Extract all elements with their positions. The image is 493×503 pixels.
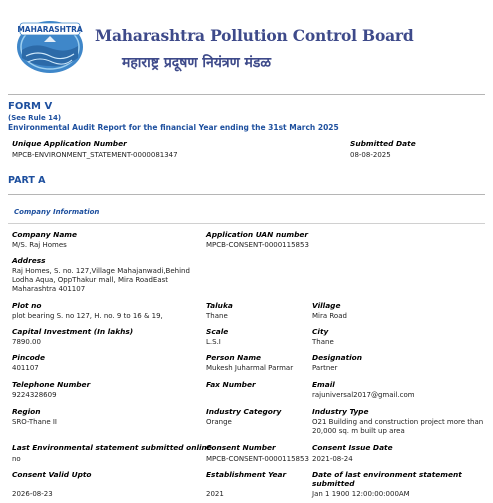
capital-investment-label: Capital Investment (In lakhs) bbox=[12, 327, 134, 336]
uan-label: Application UAN number bbox=[206, 230, 309, 239]
form-title: FORM V bbox=[8, 101, 53, 112]
last-env-statement-label: Last Environmental statement submitted online bbox=[12, 443, 212, 452]
pincode-value: 401107 bbox=[12, 364, 39, 372]
industry-type-value: O21 Building and construction project more than 20,000 sq. m built up area bbox=[312, 418, 484, 435]
capital-investment-value: 7890.00 bbox=[12, 338, 41, 346]
industry-category-label: Industry Category bbox=[206, 407, 282, 416]
email-value: rajuniversal2017@gmail.com bbox=[312, 391, 415, 399]
establishment-year-value: 2021 bbox=[206, 490, 224, 498]
taluka-value: Thane bbox=[206, 312, 228, 320]
consent-number-value: MPCB-CONSENT-0000115853 bbox=[206, 455, 309, 463]
part-divider bbox=[8, 194, 485, 195]
person-name-label: Person Name bbox=[206, 353, 262, 362]
consent-issue-date-label: Consent Issue Date bbox=[312, 443, 393, 452]
fax-label: Fax Number bbox=[206, 380, 256, 389]
industry-type-label: Industry Type bbox=[312, 407, 369, 416]
application-number-label: Unique Application Number bbox=[12, 139, 127, 148]
telephone-label: Telephone Number bbox=[12, 380, 91, 389]
company-name-label: Company Name bbox=[12, 230, 78, 239]
mpcb-logo bbox=[14, 12, 86, 76]
region-value: SRO-Thane II bbox=[12, 418, 57, 426]
designation-label: Designation bbox=[312, 353, 363, 362]
submitted-date-value: 08-08-2025 bbox=[350, 151, 391, 159]
pincode-label: Pincode bbox=[12, 353, 45, 362]
village-label: Village bbox=[312, 301, 341, 310]
consent-valid-upto-value: 2026-08-23 bbox=[12, 490, 53, 498]
company-name-value: M/S. Raj Homes bbox=[12, 241, 67, 249]
village-value: Mira Road bbox=[312, 312, 347, 320]
telephone-value: 9224328609 bbox=[12, 391, 57, 399]
page-header bbox=[0, 0, 493, 92]
part-title: PART A bbox=[8, 175, 46, 186]
consent-issue-date-value: 2021-08-24 bbox=[312, 455, 353, 463]
plot-label: Plot no bbox=[12, 301, 42, 310]
header-divider bbox=[8, 94, 485, 95]
submitted-date-label: Submitted Date bbox=[350, 139, 416, 148]
form-rule: (See Rule 14) bbox=[8, 114, 62, 122]
scale-value: L.S.I bbox=[206, 338, 221, 346]
consent-valid-upto-label: Consent Valid Upto bbox=[12, 470, 92, 479]
last-env-statement-value: no bbox=[12, 455, 21, 463]
consent-number-label: Consent Number bbox=[206, 443, 276, 452]
application-number-value: MPCB-ENVIRONMENT_STATEMENT-0000081347 bbox=[12, 151, 178, 159]
section-title: Company Information bbox=[14, 208, 100, 216]
address-label: Address bbox=[12, 256, 46, 265]
logo-text: MAHARASHTRA bbox=[17, 25, 83, 34]
last-env-date-label: Date of last environment statement submitted bbox=[312, 470, 462, 488]
report-title: Environmental Audit Report for the financial Year ending the 31st March 2025 bbox=[8, 123, 339, 132]
region-label: Region bbox=[12, 407, 41, 416]
email-label: Email bbox=[312, 380, 335, 389]
designation-value: Partner bbox=[312, 364, 338, 372]
plot-value: plot bearing S. no 127, H. no. 9 to 16 & 19, bbox=[12, 312, 163, 320]
city-value: Thane bbox=[312, 338, 334, 346]
establishment-year-label: Establishment Year bbox=[206, 470, 287, 479]
city-label: City bbox=[312, 327, 329, 336]
person-name-value: Mukesh Juharmal Parmar bbox=[206, 364, 294, 372]
org-name-english: Maharashtra Pollution Control Board bbox=[95, 26, 414, 45]
industry-category-value: Orange bbox=[206, 418, 232, 426]
address-value: Raj Homes, S. no. 127,Village Mahajanwadi,Behind Lodha Aqua, OppThakur mall, Mira RoadEast Maharashtra 401107 bbox=[12, 267, 190, 293]
scale-label: Scale bbox=[206, 327, 229, 336]
section-divider bbox=[8, 223, 485, 224]
uan-value: MPCB-CONSENT-0000115853 bbox=[206, 241, 309, 249]
taluka-label: Taluka bbox=[206, 301, 233, 310]
last-env-date-value: Jan 1 1900 12:00:00:000AM bbox=[312, 490, 410, 498]
org-name-marathi: महाराष्ट्र प्रदूषण नियंत्रण मंडळ bbox=[122, 55, 272, 71]
